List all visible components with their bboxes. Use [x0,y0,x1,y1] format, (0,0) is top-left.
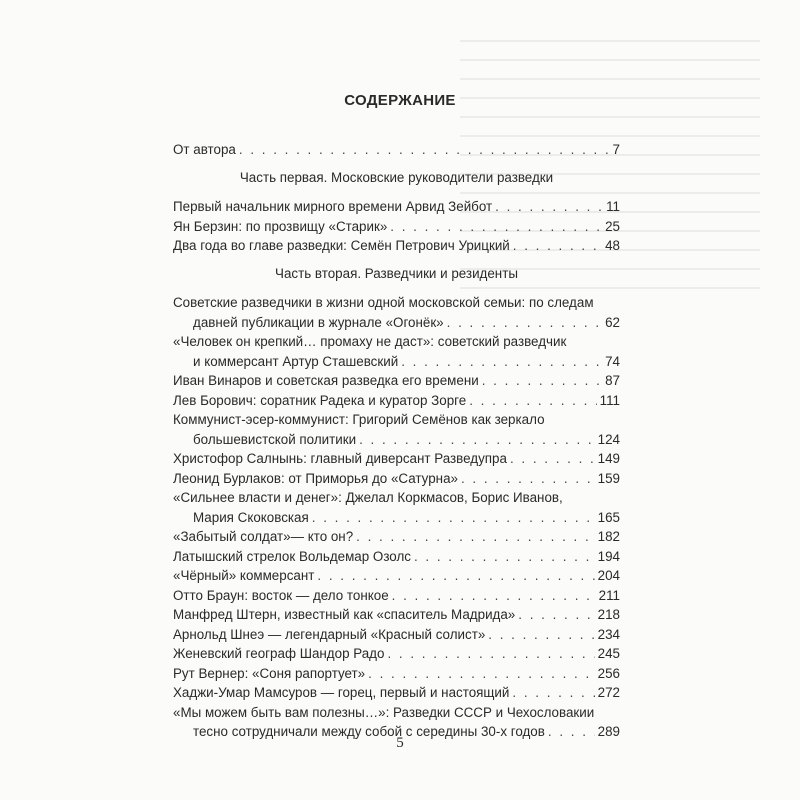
toc-entry-title-line: Советские разведчики в жизни одной московской семьи: по следам [173,295,594,310]
toc-entry [173,488,620,527]
toc-line [173,313,620,333]
toc-entry-title: Манфред Штерн, известный как «спаситель Мадрида» [173,607,516,622]
toc-page-number: 149 [597,451,620,466]
toc-page-number: 48 [605,238,620,253]
toc-entry-title-line: Коммунист-эсер-коммунист: Григорий Семёнов как зеркало [173,412,545,427]
toc-page-number: 218 [597,607,620,622]
toc-entry [173,527,620,547]
toc-line [173,625,620,645]
toc-entry [173,236,620,256]
toc-entry [173,644,620,664]
toc-entry [173,586,620,606]
toc-entry [173,332,620,371]
toc-entry-title: и коммерсант Артур Сташевский [193,353,399,369]
toc-page-number: 25 [605,218,620,234]
dot-leader [495,197,603,217]
dot-leader [447,313,602,333]
toc-entry [173,547,620,567]
toc-line [173,352,620,372]
toc-line [173,527,620,547]
toc-entry-title: Иван Винаров и советская разведка его времени [173,373,479,388]
toc-entry [173,293,620,332]
toc-page-number: 256 [597,665,620,681]
dot-leader [392,586,596,606]
toc-line [173,683,620,703]
toc-entry [173,197,620,217]
toc-page-number: 7 [612,142,620,157]
toc-line [173,547,620,567]
toc-entry [173,217,620,237]
toc-entry [173,140,620,160]
toc-page-number: 182 [597,529,620,544]
table-of-contents [173,140,620,742]
toc-line [173,449,620,469]
toc-page-number: 272 [597,685,620,700]
toc-entry-title-line: «Человек он крепкий… промаху не даст»: советский разведчик [173,334,567,349]
toc-entry [173,625,620,645]
section-heading: Часть вторая. Разведчики и резиденты [275,265,518,281]
toc-entry-title: Леонид Бурлаков: от Приморья до «Сатурна» [173,470,458,486]
dot-leader [512,683,594,703]
dot-leader [401,352,602,372]
toc-page-number: 62 [605,314,620,330]
dot-leader [312,508,595,528]
toc-page-number: 165 [597,509,620,525]
toc-line [173,508,620,528]
toc-entry-title: Христофор Салнынь: главный диверсант Разведупра [173,451,507,466]
toc-entry [173,449,620,469]
toc-page-number: 211 [598,587,620,603]
toc-entry-title: давней публикации в журнале «Огонёк» [193,314,444,330]
toc-entry [173,391,620,411]
dot-leader [387,644,594,664]
dot-leader [414,547,595,567]
toc-entry-title: большевистской политики [193,431,357,447]
dot-leader [461,469,595,489]
toc-entry-title: Женевский географ Шандор Радо [173,646,385,661]
toc-line [173,197,620,217]
toc-entry [173,664,620,684]
toc-entry-title: Мария Скоковская [193,509,309,525]
toc-entry-title-line: «Сильнее власти и денег»: Джелал Коркмасов, Борис Иванов, [173,490,563,505]
toc-entry-title: Хаджи-Умар Мамсуров — горец, первый и настоящий [173,685,510,700]
toc-page-number: 194 [597,548,620,564]
dot-leader [488,625,594,645]
dot-leader [356,527,595,547]
dot-leader [368,664,595,684]
toc-entry [173,469,620,489]
toc-page-number: 234 [597,626,620,642]
toc-page-number: 124 [597,431,620,447]
toc-entry [173,683,620,703]
toc-entry-title: Арнольд Шнеэ — легендарный «Красный солист» [173,626,486,642]
toc-page-number: 87 [605,373,620,388]
dot-leader [239,140,610,160]
toc-entry [173,410,620,449]
page-number: 5 [396,735,404,751]
dot-leader [469,391,596,411]
dot-leader [390,217,602,237]
toc-entry [173,371,620,391]
dot-leader [510,449,595,469]
toc-line [173,430,620,450]
toc-entry-title: «Чёрный» коммерсант [173,568,315,583]
dot-leader [482,371,602,391]
toc-page-number: 245 [597,646,620,661]
toc-line [173,140,620,160]
toc-entry [173,566,620,586]
page-title: СОДЕРЖАНИЕ [344,92,456,109]
dot-leader [518,605,594,625]
toc-line [173,371,620,391]
toc-entry-title: Отто Браун: восток — дело тонкое [173,587,389,603]
toc-entry-title: Рут Вернер: «Соня рапортует» [173,665,366,681]
toc-entry-title: тесно сотрудничали между собой с середины 30-х годов [193,724,545,739]
toc-page-number: 289 [597,724,620,739]
toc-page-number: 159 [597,470,620,486]
toc-entry [173,605,620,625]
toc-entry-title: От автора [173,142,236,157]
dot-leader [317,566,594,586]
dot-leader [513,236,602,256]
toc-entry-title: Два года во главе разведки: Семён Петрович Урицкий [173,238,510,253]
toc-line [173,644,620,664]
dot-leader [359,430,595,450]
toc-entry-title: Первый начальник мирного времени Арвид Зейбот [173,199,493,214]
toc-line [173,391,620,411]
toc-entry-title: «Забытый солдат»— кто он? [173,529,354,544]
toc-entry-title: Ян Берзин: по прозвищу «Старик» [173,218,388,234]
toc-line [173,566,620,586]
toc-line [173,469,620,489]
toc-page-number: 204 [597,568,620,583]
toc-page-number: 74 [605,353,620,369]
toc-entry-title: Латышский стрелок Вольдемар Озолс [173,548,411,564]
section-heading: Часть первая. Московские руководители разведки [239,169,554,185]
toc-entry-title: Лев Борович: соратник Радека и куратор Зорге [173,392,467,408]
toc-line [173,236,620,256]
toc-line [173,664,620,684]
toc-entry-title-line: «Мы можем быть вам полезны…»: Разведки СССР и Чехословакии [173,704,595,720]
toc-line [173,586,620,606]
toc-line [173,605,620,625]
toc-page-number: 111 [599,392,620,408]
toc-line [173,217,620,237]
toc-page-number: 11 [606,199,620,214]
